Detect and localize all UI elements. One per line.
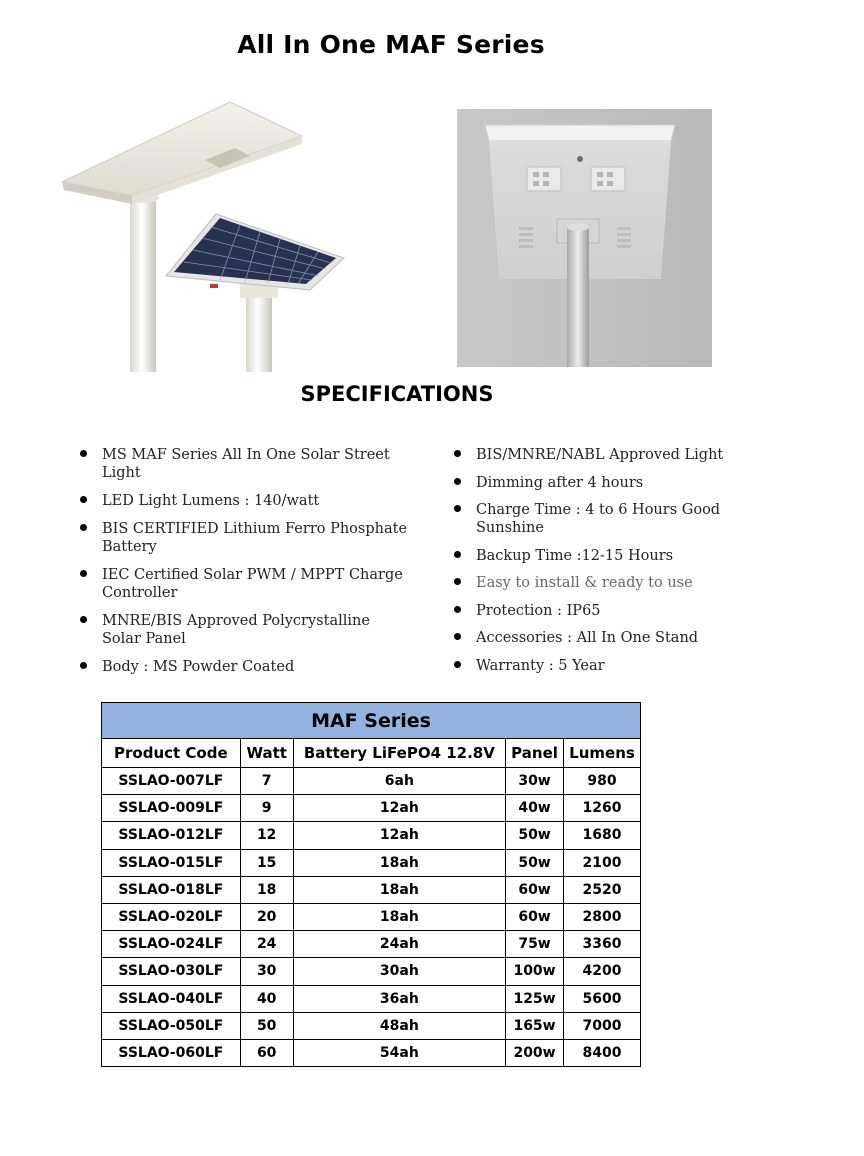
panel-cell: 75w: [506, 931, 564, 958]
lumens-cell: 3360: [564, 931, 641, 958]
table-row: [102, 822, 641, 849]
list-item: Accessories : All In One Stand: [452, 629, 792, 647]
battery-cell: 18ah: [293, 876, 505, 903]
lumens-cell: 1260: [564, 795, 641, 822]
column-header: Watt: [240, 739, 293, 768]
table-row: [102, 931, 641, 958]
table-row: [102, 903, 641, 930]
table-row: [102, 795, 641, 822]
battery-cell: 12ah: [293, 795, 505, 822]
table-caption: MAF Series: [102, 703, 641, 739]
list-item: Warranty : 5 Year: [452, 657, 792, 675]
watt-cell: 30: [240, 958, 293, 985]
lumens-cell: 2100: [564, 849, 641, 876]
product-code-cell: SSLAO-060LF: [102, 1039, 241, 1066]
product-code-cell: SSLAO-030LF: [102, 958, 241, 985]
lumens-cell: 7000: [564, 1012, 641, 1039]
list-item: Charge Time : 4 to 6 Hours Good Sunshine: [452, 501, 792, 537]
panel-cell: 200w: [506, 1039, 564, 1066]
battery-cell: 30ah: [293, 958, 505, 985]
lumens-cell: 4200: [564, 958, 641, 985]
table-row: [102, 985, 641, 1012]
table-row: [102, 1012, 641, 1039]
panel-cell: 50w: [506, 849, 564, 876]
watt-cell: 40: [240, 985, 293, 1012]
battery-cell: 48ah: [293, 1012, 505, 1039]
battery-cell: 18ah: [293, 903, 505, 930]
table-row: [102, 849, 641, 876]
column-header: Lumens: [564, 739, 641, 768]
panel-cell: 60w: [506, 903, 564, 930]
panel-cell: 100w: [506, 958, 564, 985]
panel-cell: 125w: [506, 985, 564, 1012]
product-code-cell: SSLAO-012LF: [102, 822, 241, 849]
column-header: Product Code: [102, 739, 241, 768]
spec-list-left: [78, 446, 408, 686]
watt-cell: 20: [240, 903, 293, 930]
lumens-cell: 8400: [564, 1039, 641, 1066]
watt-cell: 7: [240, 768, 293, 795]
list-item: Dimming after 4 hours: [452, 474, 792, 492]
battery-cell: 36ah: [293, 985, 505, 1012]
lumens-cell: 1680: [564, 822, 641, 849]
table-row: [102, 876, 641, 903]
product-code-cell: SSLAO-040LF: [102, 985, 241, 1012]
lumens-cell: 2520: [564, 876, 641, 903]
list-item: BIS/MNRE/NABL Approved Light: [452, 446, 792, 464]
list-item: MS MAF Series All In One Solar Street Light: [78, 446, 408, 482]
specifications-heading: SPECIFICATIONS: [300, 382, 494, 406]
product-photo-left: [60, 100, 350, 372]
page-title: All In One MAF Series: [237, 30, 545, 59]
watt-cell: 9: [240, 795, 293, 822]
watt-cell: 24: [240, 931, 293, 958]
product-code-cell: SSLAO-015LF: [102, 849, 241, 876]
product-code-cell: SSLAO-009LF: [102, 795, 241, 822]
lumens-cell: 5600: [564, 985, 641, 1012]
panel-cell: 30w: [506, 768, 564, 795]
panel-cell: 165w: [506, 1012, 564, 1039]
watt-cell: 50: [240, 1012, 293, 1039]
battery-cell: 18ah: [293, 849, 505, 876]
panel-cell: 60w: [506, 876, 564, 903]
list-item: Protection : IP65: [452, 602, 792, 620]
list-item: Backup Time :12-15 Hours: [452, 547, 792, 565]
spec-list-right: [452, 446, 792, 684]
table-row: [102, 1039, 641, 1066]
battery-cell: 54ah: [293, 1039, 505, 1066]
product-photo-right: [457, 109, 712, 367]
list-item: BIS CERTIFIED Lithium Ferro Phosphate Battery: [78, 520, 408, 556]
product-code-cell: SSLAO-018LF: [102, 876, 241, 903]
maf-series-table: [101, 702, 641, 1067]
list-item: Easy to install & ready to use: [452, 574, 792, 592]
product-code-cell: SSLAO-020LF: [102, 903, 241, 930]
list-item: LED Light Lumens : 140/watt: [78, 492, 408, 510]
watt-cell: 12: [240, 822, 293, 849]
list-item: Body : MS Powder Coated: [78, 658, 408, 676]
column-header: Battery LiFePO4 12.8V: [293, 739, 505, 768]
battery-cell: 24ah: [293, 931, 505, 958]
battery-cell: 6ah: [293, 768, 505, 795]
panel-cell: 50w: [506, 822, 564, 849]
product-code-cell: SSLAO-007LF: [102, 768, 241, 795]
table-header-row: [102, 739, 641, 768]
watt-cell: 60: [240, 1039, 293, 1066]
panel-cell: 40w: [506, 795, 564, 822]
product-code-cell: SSLAO-050LF: [102, 1012, 241, 1039]
product-code-cell: SSLAO-024LF: [102, 931, 241, 958]
list-item: MNRE/BIS Approved Polycrystalline Solar Panel: [78, 612, 408, 648]
column-header: Panel: [506, 739, 564, 768]
table-row: [102, 958, 641, 985]
battery-cell: 12ah: [293, 822, 505, 849]
lumens-cell: 980: [564, 768, 641, 795]
list-item: IEC Certified Solar PWM / MPPT Charge Controller: [78, 566, 408, 602]
lumens-cell: 2800: [564, 903, 641, 930]
watt-cell: 18: [240, 876, 293, 903]
table-row: [102, 768, 641, 795]
watt-cell: 15: [240, 849, 293, 876]
